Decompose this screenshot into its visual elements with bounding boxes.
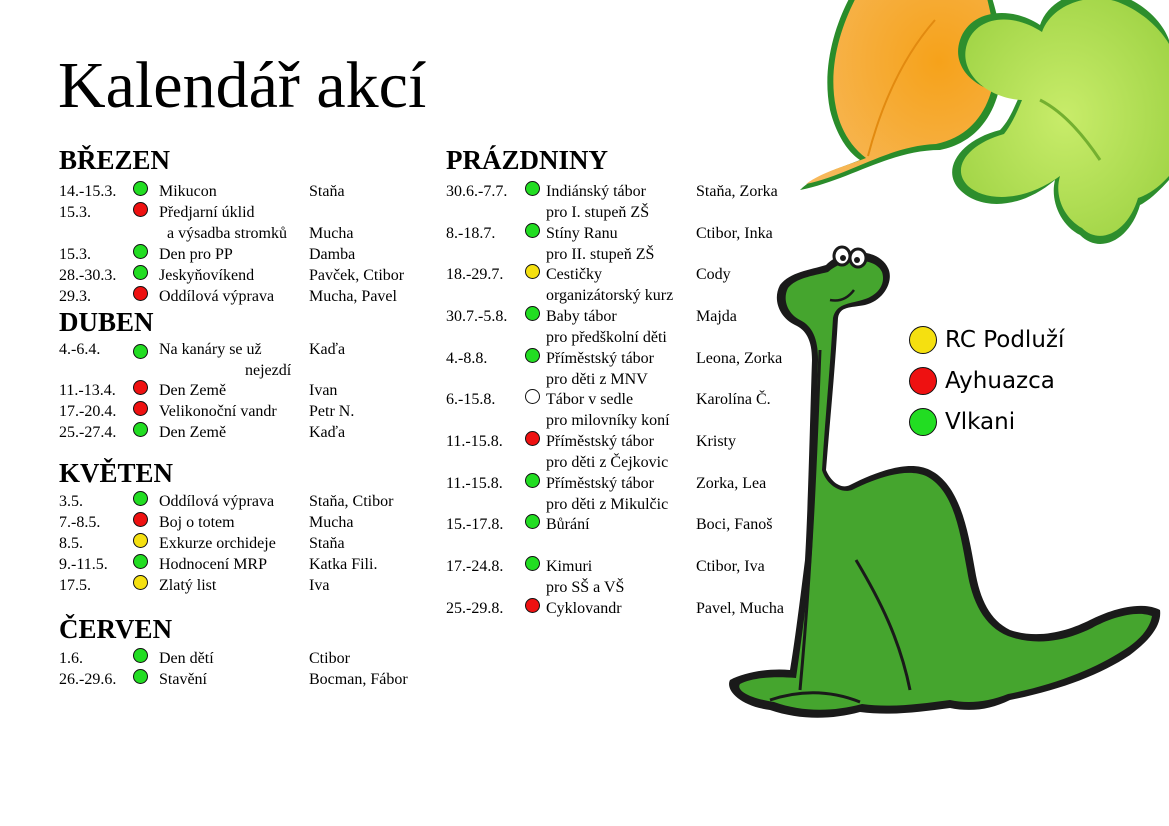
event-people: Ctibor, Inka xyxy=(696,225,773,242)
event-date: 15.-17.8. xyxy=(446,516,504,533)
organizer-dot-icon xyxy=(133,554,148,569)
event-name: Na kanáry se už xyxy=(159,341,262,358)
event-name-line2: pro předškolní děti xyxy=(546,329,667,346)
event-people: Kaďa xyxy=(309,341,346,358)
event-people: Karolína Č. xyxy=(696,391,771,408)
event-name: Jeskyňovíkend xyxy=(159,267,255,284)
event-name: Příměstský tábor xyxy=(546,475,654,492)
organizer-dot-icon xyxy=(525,431,540,446)
event-date: 18.-29.7. xyxy=(446,266,504,283)
event-name: Exkurze orchideje xyxy=(159,535,276,552)
event-date: 25.-29.8. xyxy=(446,600,504,617)
event-name: Indiánský tábor xyxy=(546,183,646,200)
event-date: 30.6.-7.7. xyxy=(446,183,508,200)
event-name: Den Země xyxy=(159,382,227,399)
event-people: Bocman, Fábor xyxy=(309,671,408,688)
organizer-dot-icon xyxy=(133,401,148,416)
event-date: 4.-8.8. xyxy=(446,350,488,367)
event-name-line2: pro I. stupeň ZŠ xyxy=(546,204,650,221)
section-heading: ČERVEN xyxy=(59,614,173,644)
event-people: Pavček, Ctibor xyxy=(309,267,405,284)
section-heading: PRÁZDNINY xyxy=(446,145,608,175)
event-name: Oddílová výprava xyxy=(159,493,275,510)
event-name: Cyklovandr xyxy=(546,600,622,617)
event-people: Kaďa xyxy=(309,424,346,441)
event-name: Předjarní úklid xyxy=(159,204,255,221)
organizer-dot-icon xyxy=(525,306,540,321)
event-date: 9.-11.5. xyxy=(59,556,108,573)
event-date: 7.-8.5. xyxy=(59,514,101,531)
event-date: 28.-30.3. xyxy=(59,267,117,284)
section-heading: BŘEZEN xyxy=(59,145,171,175)
event-people: Majda xyxy=(696,308,737,325)
event-people: Staňa, Zorka xyxy=(696,183,778,200)
event-date: 17.5. xyxy=(59,577,91,594)
event-name-line2: a výsadba stromků xyxy=(167,225,287,242)
organizer-dot-icon xyxy=(525,348,540,363)
event-people: Zorka, Lea xyxy=(696,475,767,492)
event-people: Kristy xyxy=(696,433,736,450)
event-date: 11.-13.4. xyxy=(59,382,116,399)
event-date: 8.5. xyxy=(59,535,83,552)
event-name: Tábor v sedle xyxy=(546,391,634,408)
event-people: Ivan xyxy=(309,382,338,399)
event-date: 17.-24.8. xyxy=(446,558,504,575)
organizer-dot-icon xyxy=(133,202,148,217)
legend-label: Vlkani xyxy=(945,409,1016,435)
event-name-line2: pro děti z Mikulčic xyxy=(546,496,669,513)
event-name: Oddílová výprava xyxy=(159,288,275,305)
organizer-dot-icon xyxy=(133,380,148,395)
organizer-dot-icon xyxy=(525,473,540,488)
organizer-dot-icon xyxy=(525,514,540,529)
event-date: 15.3. xyxy=(59,204,91,221)
event-people: Ctibor, Iva xyxy=(696,558,765,575)
event-date: 6.-15.8. xyxy=(446,391,496,408)
organizer-dot-icon xyxy=(133,265,148,280)
event-people: Iva xyxy=(309,577,330,594)
section-heading: KVĚTEN xyxy=(59,458,174,488)
event-name: Den Země xyxy=(159,424,227,441)
event-name: Bůrání xyxy=(546,516,590,533)
event-name-line2: organizátorský kurz xyxy=(546,287,674,304)
event-date: 1.6. xyxy=(59,650,83,667)
event-name: Baby tábor xyxy=(546,308,617,325)
event-date: 4.-6.4. xyxy=(59,341,101,358)
organizer-dot-icon xyxy=(525,181,540,196)
legend-label: Ayhuazca xyxy=(945,368,1055,394)
section-heading: DUBEN xyxy=(59,307,154,337)
event-name: Cestičky xyxy=(546,266,602,283)
legend-dot-icon xyxy=(909,367,937,395)
organizer-dot-icon xyxy=(525,598,540,613)
organizer-dot-icon xyxy=(525,389,540,404)
event-name: Boj o totem xyxy=(159,514,235,531)
event-name: Kimuri xyxy=(546,558,593,575)
event-name: Stíny Ranu xyxy=(546,225,618,242)
event-people: Pavel, Mucha xyxy=(696,600,784,617)
organizer-dot-icon xyxy=(133,244,148,259)
event-name-line2: pro děti z Čejkovic xyxy=(546,454,669,471)
event-name-line2: pro děti z MNV xyxy=(546,371,648,388)
legend-dot-icon xyxy=(909,408,937,436)
event-date: 15.3. xyxy=(59,246,91,263)
event-name: Hodnocení MRP xyxy=(159,556,267,573)
event-date: 25.-27.4. xyxy=(59,424,117,441)
event-date: 3.5. xyxy=(59,493,83,510)
event-name-line2: nejezdí xyxy=(245,362,292,379)
organizer-dot-icon xyxy=(133,181,148,196)
organizer-dot-icon xyxy=(525,223,540,238)
organizer-dot-icon xyxy=(133,648,148,663)
event-people: Boci, Fanoš xyxy=(696,516,773,533)
event-people: Katka Fili. xyxy=(309,556,378,573)
event-people: Mucha xyxy=(309,225,354,242)
legend-dot-icon xyxy=(909,326,937,354)
event-name: Zlatý list xyxy=(159,577,217,594)
organizer-dot-icon xyxy=(133,491,148,506)
event-name: Velikonoční vandr xyxy=(159,403,277,420)
event-people: Mucha, Pavel xyxy=(309,288,397,305)
page-title: Kalendář akcí xyxy=(58,49,427,122)
event-date: 14.-15.3. xyxy=(59,183,117,200)
event-date: 26.-29.6. xyxy=(59,671,117,688)
event-date: 11.-15.8. xyxy=(446,475,503,492)
event-date: 30.7.-5.8. xyxy=(446,308,508,325)
organizer-dot-icon xyxy=(133,512,148,527)
event-name: Den pro PP xyxy=(159,246,233,263)
organizer-dot-icon xyxy=(133,344,148,359)
event-people: Staňa, Ctibor xyxy=(309,493,394,510)
event-people: Ctibor xyxy=(309,650,350,667)
event-people: Damba xyxy=(309,246,356,263)
organizer-dot-icon xyxy=(525,556,540,571)
event-people: Mucha xyxy=(309,514,354,531)
organizer-dot-icon xyxy=(133,575,148,590)
event-name: Mikucon xyxy=(159,183,217,200)
event-people: Cody xyxy=(696,266,731,283)
event-people: Staňa xyxy=(309,535,345,552)
organizer-dot-icon xyxy=(133,422,148,437)
event-name: Den dětí xyxy=(159,650,214,667)
event-date: 8.-18.7. xyxy=(446,225,496,242)
event-name-line2: pro SŠ a VŠ xyxy=(546,579,625,596)
event-date: 17.-20.4. xyxy=(59,403,117,420)
event-date: 29.3. xyxy=(59,288,91,305)
event-name: Stavění xyxy=(159,671,207,688)
event-people: Petr N. xyxy=(309,403,355,420)
event-people: Leona, Zorka xyxy=(696,350,783,367)
event-name: Příměstský tábor xyxy=(546,350,654,367)
event-name-line2: pro milovníky koní xyxy=(546,412,670,429)
dinosaur-icon xyxy=(729,247,1160,718)
organizer-dot-icon xyxy=(525,264,540,279)
organizer-dot-icon xyxy=(133,286,148,301)
event-date: 11.-15.8. xyxy=(446,433,503,450)
legend-label: RC Podluží xyxy=(945,327,1065,353)
event-people: Staňa xyxy=(309,183,345,200)
event-name-line2: pro II. stupeň ZŠ xyxy=(546,246,655,263)
organizer-dot-icon xyxy=(133,669,148,684)
event-name: Příměstský tábor xyxy=(546,433,654,450)
organizer-dot-icon xyxy=(133,533,148,548)
